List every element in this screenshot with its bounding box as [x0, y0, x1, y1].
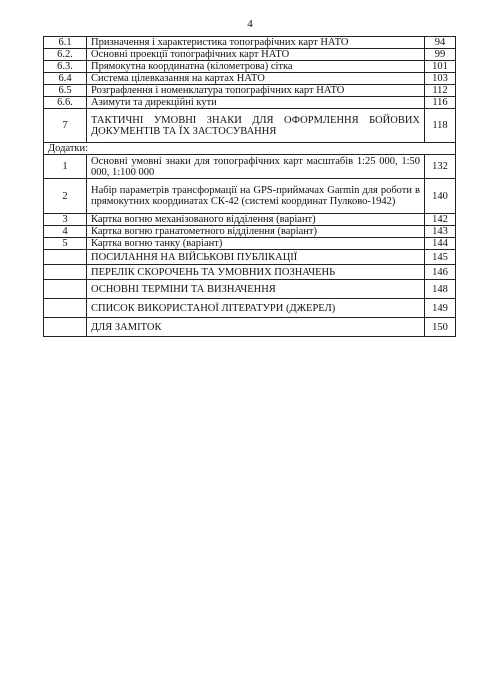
- end-section-title: ДЛЯ ЗАМІТОК: [87, 318, 425, 337]
- page-ref: 132: [425, 155, 456, 179]
- empty-cell: [44, 265, 87, 280]
- appendix-title: Картка вогню механізованого відділення (варіант): [87, 214, 425, 226]
- page-ref: 140: [425, 179, 456, 214]
- page-ref: 99: [425, 49, 456, 61]
- appendix-number: 2: [44, 179, 87, 214]
- empty-cell: [44, 299, 87, 318]
- page-ref: 149: [425, 299, 456, 318]
- page-ref: 144: [425, 238, 456, 250]
- page-ref: 145: [425, 250, 456, 265]
- appendix-header-row: [44, 143, 456, 155]
- empty-cell: [44, 318, 87, 337]
- page-ref: 103: [425, 73, 456, 85]
- toc-row: [44, 155, 456, 179]
- end-section-title: ОСНОВНІ ТЕРМІНИ ТА ВИЗНАЧЕННЯ: [87, 280, 425, 299]
- page-number: 4: [247, 18, 253, 30]
- section-number: 6.6.: [44, 97, 87, 109]
- end-section-title: ПЕРЕЛІК СКОРОЧЕНЬ ТА УМОВНИХ ПОЗНАЧЕНЬ: [87, 265, 425, 280]
- page-ref: 94: [425, 37, 456, 49]
- toc-row: [44, 226, 456, 238]
- page-ref: 116: [425, 97, 456, 109]
- appendix-title: Картка вогню танку (варіант): [87, 238, 425, 250]
- chapter-title: ТАКТИЧНІ УМОВНІ ЗНАКИ ДЛЯ ОФОРМЛЕННЯ БОЙОВИХ ДОКУМЕНТІВ ТА ЇХ ЗАСТОСУВАННЯ: [87, 109, 425, 143]
- toc-row: [44, 280, 456, 299]
- toc-row: [44, 318, 456, 337]
- appendix-title: Набір параметрів трансформації на GPS-приймачах Garmin для роботи в прямокутних координатах СК-42 (системі координат Пулково-1942): [87, 179, 425, 214]
- section-title: Розграфлення і номенклатура топографічних карт НАТО: [87, 85, 425, 97]
- toc-row: [44, 250, 456, 265]
- toc-row: [44, 214, 456, 226]
- appendix-title: Основні умовні знаки для топографічних карт масштабів 1:25 000, 1:50 000, 1:100 000: [87, 155, 425, 179]
- empty-cell: [44, 250, 87, 265]
- page-ref: 118: [425, 109, 456, 143]
- toc-row: [44, 238, 456, 250]
- table-of-contents: [43, 36, 456, 337]
- section-title: Основні проекції топографічних карт НАТО: [87, 49, 425, 61]
- page-ref: 150: [425, 318, 456, 337]
- page-ref: 148: [425, 280, 456, 299]
- toc-row: [44, 97, 456, 109]
- toc-row: [44, 61, 456, 73]
- section-title: Прямокутна координатна (кілометрова) сітка: [87, 61, 425, 73]
- section-number: 6.3.: [44, 61, 87, 73]
- appendix-number: 3: [44, 214, 87, 226]
- page-ref: 101: [425, 61, 456, 73]
- toc-row: [44, 299, 456, 318]
- section-title: Азимути та дирекційні кути: [87, 97, 425, 109]
- page-ref: 143: [425, 226, 456, 238]
- section-number: 6.4: [44, 73, 87, 85]
- page-ref: 142: [425, 214, 456, 226]
- appendix-label: Додатки:: [44, 143, 456, 155]
- section-number: 6.5: [44, 85, 87, 97]
- section-title: Призначення і характеристика топографічних карт НАТО: [87, 37, 425, 49]
- toc-row: [44, 265, 456, 280]
- section-number: 6.1: [44, 37, 87, 49]
- end-section-title: ПОСИЛАННЯ НА ВІЙСЬКОВІ ПУБЛІКАЦІЇ: [87, 250, 425, 265]
- toc-row: [44, 85, 456, 97]
- appendix-number: 4: [44, 226, 87, 238]
- toc-row: [44, 179, 456, 214]
- toc-row-chapter: [44, 109, 456, 143]
- section-number: 7: [44, 109, 87, 143]
- toc-row: [44, 37, 456, 49]
- appendix-number: 5: [44, 238, 87, 250]
- page-ref: 112: [425, 85, 456, 97]
- page-ref: 146: [425, 265, 456, 280]
- section-title: Система цілевказання на картах НАТО: [87, 73, 425, 85]
- appendix-title: Картка вогню гранатометного відділення (варіант): [87, 226, 425, 238]
- section-number: 6.2.: [44, 49, 87, 61]
- end-section-title: СПИСОК ВИКОРИСТАНОЇ ЛІТЕРАТУРИ (ДЖЕРЕЛ): [87, 299, 425, 318]
- toc-row: [44, 73, 456, 85]
- toc-row: [44, 49, 456, 61]
- empty-cell: [44, 280, 87, 299]
- appendix-number: 1: [44, 155, 87, 179]
